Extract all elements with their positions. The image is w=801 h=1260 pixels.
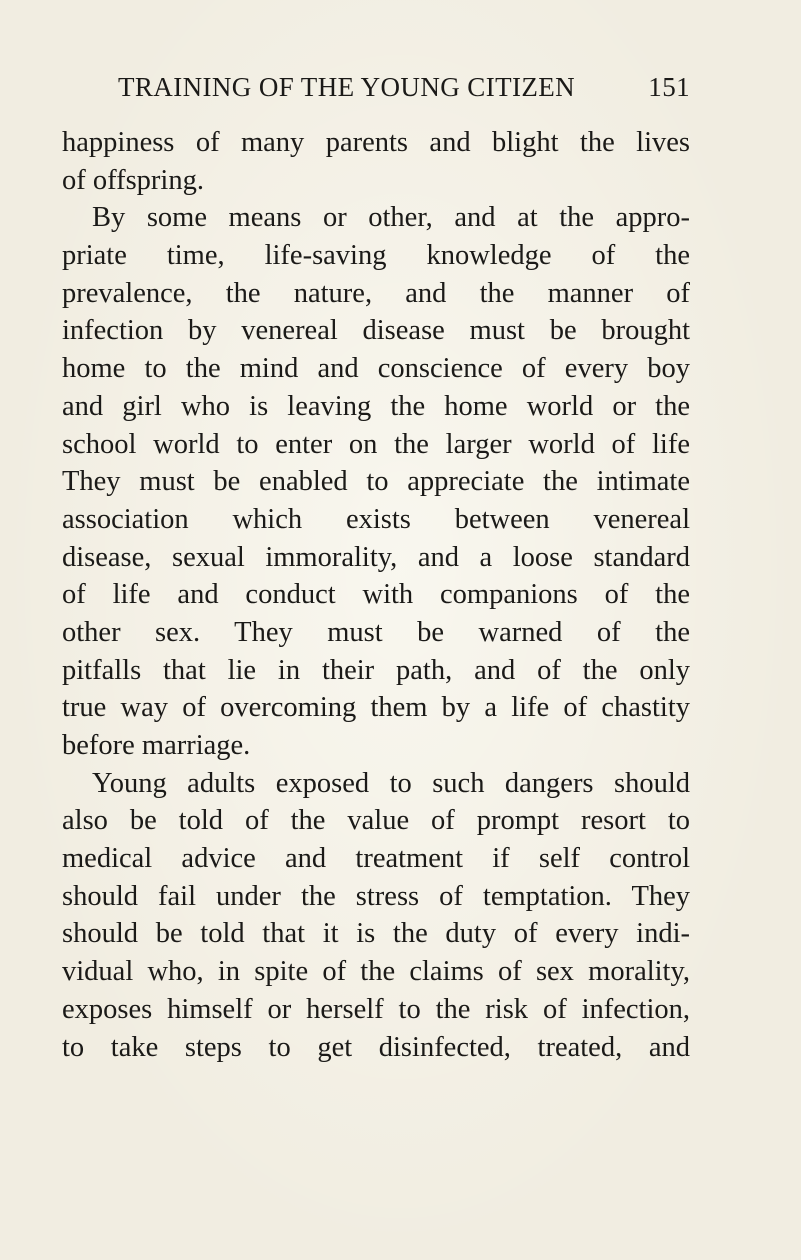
text-line: home to the mind and conscience of every boy [62, 353, 690, 385]
text-line: vidual who, in spite of the claims of sex morality, [62, 956, 690, 988]
text-line: prevalence, the nature, and the manner of [62, 277, 690, 309]
text-line: priate time, life-saving knowledge of the [62, 240, 690, 272]
text-line: association which exists between venereal [62, 503, 690, 535]
text-line: By some means or other, and at the appro- [92, 202, 690, 234]
body-text [62, 124, 690, 1066]
text-line: Young adults exposed to such dangers should [92, 767, 690, 799]
text-line: also be told of the value of prompt resort to [62, 805, 690, 837]
text-line: to take steps to get disinfected, treated, and [62, 1031, 690, 1063]
text-line: disease, sexual immorality, and a loose standard [62, 541, 690, 573]
running-head [118, 72, 690, 112]
text-line: medical advice and treatment if self control [62, 843, 690, 875]
text-line: school world to enter on the larger world of life [62, 428, 690, 460]
text-line: of life and conduct with companions of the [62, 579, 690, 611]
text-line: should be told that it is the duty of every indi- [62, 918, 690, 950]
text-line: exposes himself or herself to the risk of infection, [62, 993, 690, 1025]
running-title: TRAINING OF THE YOUNG CITIZEN [118, 72, 576, 102]
text-line: of offspring. [62, 164, 204, 196]
text-line: infection by venereal disease must be brought [62, 315, 690, 347]
text-line: true way of overcoming them by a life of chastity [62, 692, 690, 724]
text-line: They must be enabled to appreciate the intimate [62, 466, 690, 498]
text-line: pitfalls that lie in their path, and of the only [62, 654, 690, 686]
text-line: and girl who is leaving the home world or the [62, 390, 690, 422]
text-line: happiness of many parents and blight the lives [62, 127, 690, 158]
text-line: before marriage. [62, 730, 251, 761]
page-number: 151 [648, 72, 690, 102]
text-line: should fail under the stress of temptation. They [62, 880, 690, 912]
text-line: other sex. They must be warned of the [62, 616, 690, 648]
